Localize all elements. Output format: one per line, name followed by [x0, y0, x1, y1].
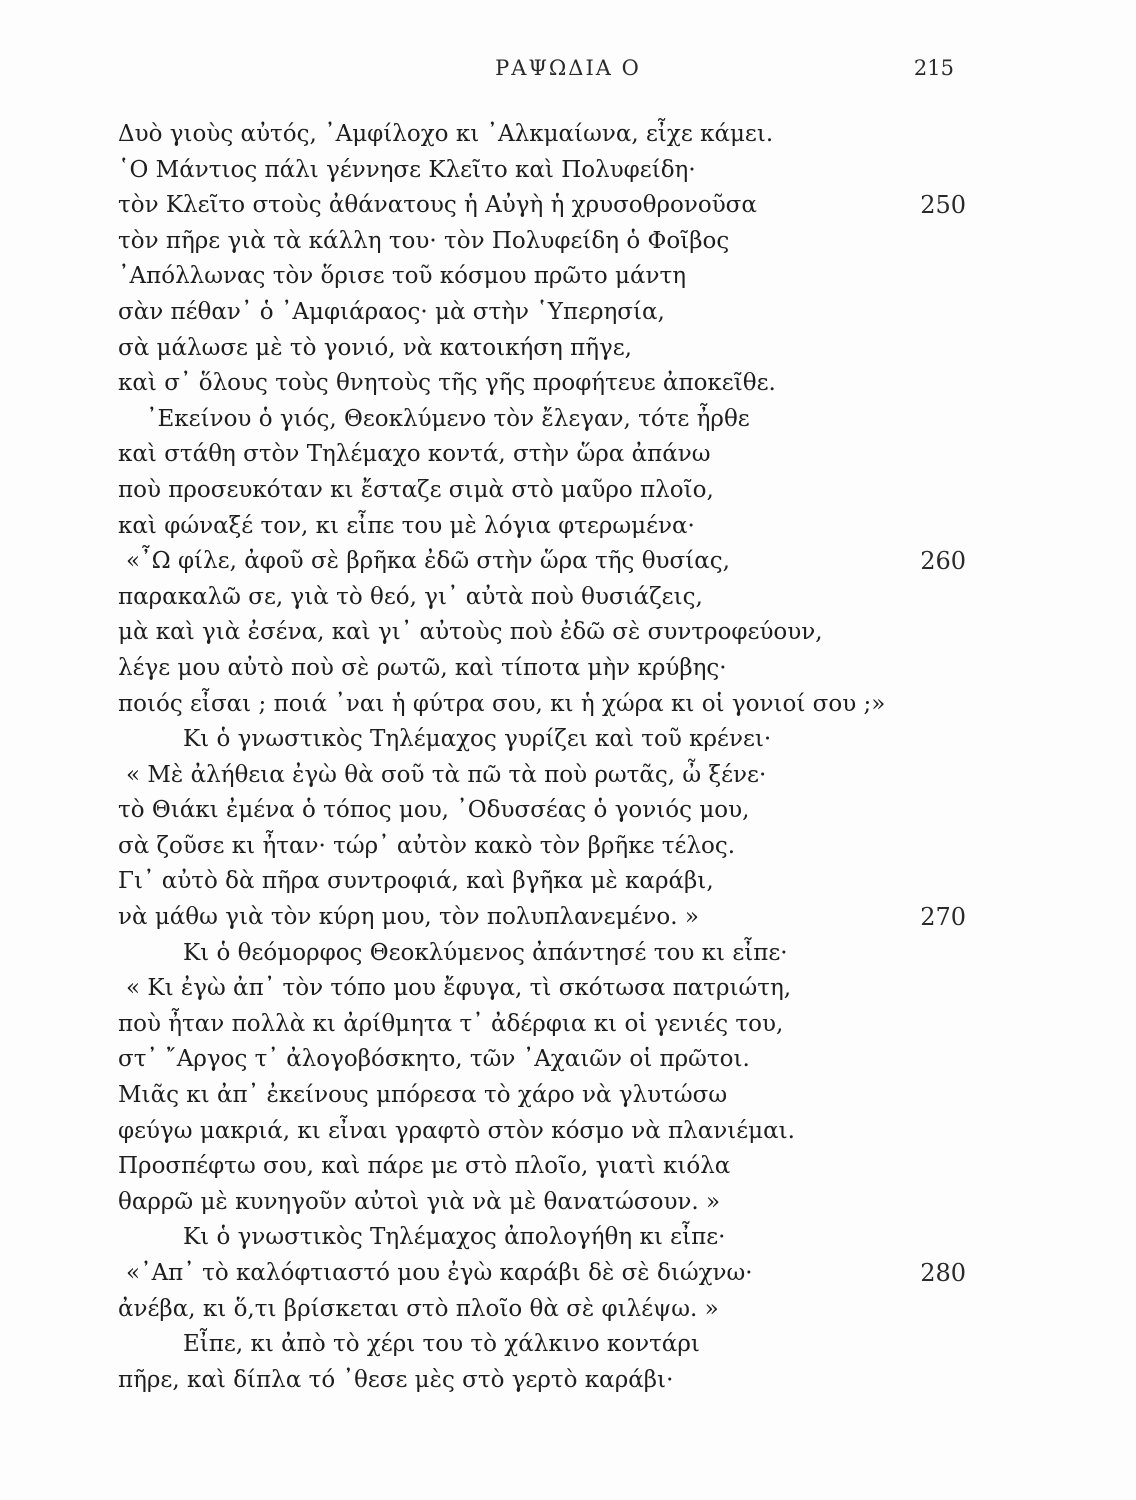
verse-text: σὰ ζοῦσε κι ἦταν· τώρ᾿ αὐτὸν κακὸ τὸν βρῆκε τέλος. — [118, 832, 736, 859]
verse-line — [0, 900, 1136, 936]
verse-line — [0, 153, 1136, 189]
verse-text: τὸν Κλεῖτο στοὺς ἀθάνατους ἡ Αὐγὴ ἡ χρυσοθρονοῦσα — [118, 192, 757, 219]
verse-line — [0, 1363, 1136, 1399]
verse-block — [0, 117, 1136, 1398]
verse-text: «᾿Απ᾿ τὸ καλόφτιαστό μου ἐγὼ καράβι δὲ σὲ διώχνω· — [126, 1260, 753, 1286]
verse-line — [0, 829, 1136, 865]
verse-line — [0, 402, 1136, 438]
running-title: ΡΑΨΩΔΙΑ Ο — [495, 56, 641, 80]
verse-line — [0, 1292, 1136, 1328]
verse-text: ποιός εἶσαι ; ποιά ᾿ναι ἡ φύτρα σου, κι ἡ χώρα κι οἱ γονιοί σου ;» — [118, 690, 886, 717]
verse-text: στ᾿ ῎Αργος τ᾿ ἀλογοβόσκητο, τῶν ᾿Αχαιῶν οἱ πρῶτοι. — [118, 1046, 750, 1073]
verse-text: καὶ φώναξέ τον, κι εἶπε του μὲ λόγια φτερωμένα· — [118, 512, 695, 539]
verse-text: Γι᾿ αὐτὸ δὰ πῆρα συντροφιά, καὶ βγῆκα μὲ καράβι, — [118, 868, 714, 895]
verse-line — [0, 1256, 1136, 1292]
verse-text: ᾿Εκείνου ὁ γιός, Θεοκλύμενο τὸν ἔλεγαν, τότε ἦρθε — [146, 405, 750, 432]
verse-text: παρακαλῶ σε, γιὰ τὸ θεό, γι᾿ αὐτὰ ποὺ θυσιάζεις, — [118, 583, 703, 610]
verse-text: Εἶπε, κι ἀπὸ τὸ χέρι του τὸ χάλκινο κοντάρι — [183, 1331, 700, 1358]
verse-line — [0, 1042, 1136, 1078]
verse-line — [0, 473, 1136, 509]
verse-line — [0, 1078, 1136, 1114]
verse-line — [0, 117, 1136, 153]
verse-text: φεύγω μακριά, κι εἶναι γραφτὸ στὸν κόσμο νὰ πλανιέμαι. — [118, 1117, 795, 1144]
line-number: 280 — [920, 1259, 966, 1287]
verse-text: μὰ καὶ γιὰ ἐσένα, καὶ γι᾿ αὐτοὺς ποὺ ἐδῶ σὲ συντροφεύουν, — [118, 619, 823, 646]
verse-line — [0, 544, 1136, 580]
verse-text: Δυὸ γιοὺς αὐτός, ᾿Αμφίλοχο κι ᾿Αλκμαίωνα, εἶχε κάμει. — [118, 121, 774, 147]
verse-line — [0, 295, 1136, 331]
verse-text: Κι ὁ γνωστικὸς Τηλέμαχος γυρίζει καὶ τοῦ κρένει· — [183, 726, 772, 753]
verse-line — [0, 864, 1136, 900]
verse-text: «῏Ω φίλε, ἀφοῦ σὲ βρῆκα ἐδῶ στὴν ὥρα τῆς θυσίας, — [126, 548, 730, 575]
verse-text: πῆρε, καὶ δίπλα τό ᾿θεσε μὲς στὸ γερτὸ καράβι· — [118, 1366, 674, 1393]
verse-line — [0, 1185, 1136, 1221]
verse-line — [0, 366, 1136, 402]
verse-line — [0, 1007, 1136, 1043]
verse-line — [0, 722, 1136, 758]
verse-text: Κι ὁ γνωστικὸς Τηλέμαχος ἀπολογήθη κι εἶπε· — [183, 1224, 726, 1251]
verse-line — [0, 224, 1136, 260]
verse-line — [0, 437, 1136, 473]
verse-text: τὸ Θιάκι ἐμένα ὁ τόπος μου, ᾿Οδυσσέας ὁ γονιός μου, — [118, 797, 750, 824]
verse-text: θαρρῶ μὲ κυνηγοῦν αὐτοὶ γιὰ νὰ μὲ θανατώσουν. » — [118, 1188, 721, 1215]
verse-line — [0, 793, 1136, 829]
verse-text: καὶ στάθη στὸν Τηλέμαχο κοντά, στὴν ὥρα ἀπάνω — [118, 441, 711, 468]
verse-text: ποὺ προσευκόταν κι ἔσταζε σιμὰ στὸ μαῦρο πλοῖο, — [118, 476, 714, 503]
line-number: 260 — [920, 547, 966, 576]
verse-text: « Κι ἐγὼ ἀπ᾿ τὸν τόπο μου ἔφυγα, τὶ σκότωσα πατριώτη, — [126, 975, 792, 1002]
verse-line — [0, 687, 1136, 723]
verse-text: Προσπέφτω σου, καὶ πάρε με στὸ πλοῖο, γιατὶ κιόλα — [118, 1153, 731, 1180]
verse-text: ἀνέβα, κι ὅ,τι βρίσκεται στὸ πλοῖο θὰ σὲ φιλέψω. » — [118, 1295, 719, 1322]
verse-line — [0, 259, 1136, 295]
verse-text: σὰν πέθαν᾿ ὁ ᾿Αμφιάραος· μὰ στὴν ῾Υπερησία, — [118, 298, 665, 325]
verse-text: Μιᾶς κι ἀπ᾿ ἐκείνους μπόρεσα τὸ χάρο νὰ γλυτώσω — [118, 1082, 728, 1109]
verse-line — [0, 651, 1136, 687]
verse-text: καὶ σ᾿ ὅλους τοὺς θνητοὺς τῆς γῆς προφήτευε ἀποκεῖθε. — [118, 370, 776, 397]
verse-text: τὸν πῆρε γιὰ τὰ κάλλη του· τὸν Πολυφείδη ὁ Φοῖβος — [118, 227, 730, 254]
verse-line — [0, 615, 1136, 651]
verse-line — [0, 580, 1136, 616]
verse-line — [0, 1327, 1136, 1363]
verse-text: σὰ μάλωσε μὲ τὸ γονιό, νὰ κατοικήση πῆγε, — [118, 334, 632, 361]
line-number: 250 — [920, 191, 966, 220]
verse-text: νὰ μάθω γιὰ τὸν κύρη μου, τὸν πολυπλανεμένο. » — [118, 904, 699, 931]
verse-text: λέγε μου αὐτὸ ποὺ σὲ ρωτῶ, καὶ τίποτα μὴν κρύβης· — [118, 654, 727, 681]
verse-line — [0, 509, 1136, 545]
verse-line — [0, 936, 1136, 972]
verse-text: ποὺ ἦταν πολλὰ κι ἀρίθμητα τ᾿ ἀδέρφια κι οἱ γενιές του, — [118, 1010, 784, 1037]
verse-text: ῾Ο Μάντιος πάλι γέννησε Κλεῖτο καὶ Πολυφείδη· — [118, 156, 696, 183]
verse-line — [0, 758, 1136, 794]
verse-line — [0, 1149, 1136, 1185]
verse-line — [0, 1114, 1136, 1150]
verse-line — [0, 971, 1136, 1007]
verse-text: ᾿Απόλλωνας τὸν ὅρισε τοῦ κόσμου πρῶτο μάντη — [118, 263, 686, 290]
verse-text: Κι ὁ θεόμορφος Θεοκλύμενος ἀπάντησέ του κι εἶπε· — [183, 939, 788, 966]
verse-line — [0, 188, 1136, 224]
verse-line — [0, 1220, 1136, 1256]
verse-line — [0, 331, 1136, 367]
verse-text: « Μὲ ἀλήθεια ἐγὼ θὰ σοῦ τὰ πῶ τὰ ποὺ ρωτᾶς, ὦ ξένε· — [126, 761, 767, 788]
page-number: 215 — [913, 56, 954, 80]
line-number: 270 — [920, 903, 966, 932]
